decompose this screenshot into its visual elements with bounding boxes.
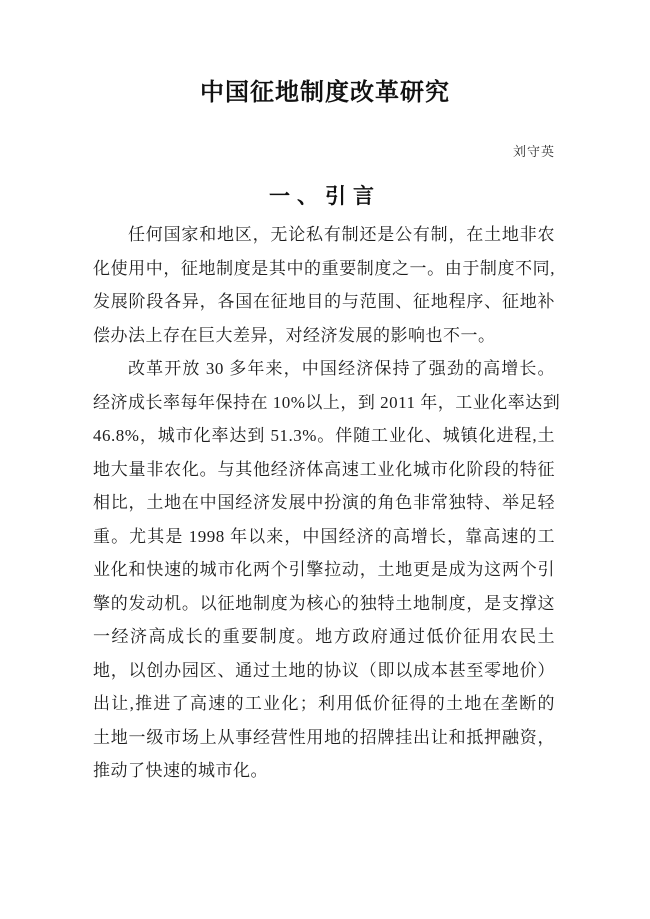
text-line: 任何国家和地区，无论私有制还是公有制，在土地非农 — [128, 225, 555, 244]
text-line: 改革开放 30 多年来，中国经济保持了强劲的高增长。 — [128, 359, 555, 378]
text-line: 地，以创办园区、通过土地的协议（即以成本甚至零地价） — [93, 660, 555, 680]
text-line: 46.8%，城市化率达到 51.3%。伴随工业化、城镇化进程,土 — [93, 426, 555, 445]
paragraph — [93, 218, 555, 352]
document-body — [93, 218, 561, 788]
text-line: 出让,推进了高速的工业化；利用低价征得的土地在垄断的 — [93, 694, 555, 713]
text-line: 相比，土地在中国经济发展中扮演的角色非常独特、举足轻 — [93, 493, 555, 512]
text-line: 化使用中，征地制度是其中的重要制度之一。由于制度不同, — [93, 258, 555, 278]
text-line: 推动了快速的城市化。 — [93, 761, 268, 780]
text-line: 经济成长率每年保持在 10%以上，到 2011 年，工业化率达到 — [93, 392, 561, 412]
text-line: 土地一级市场上从事经营性用地的招牌挂出让和抵押融资， — [93, 727, 555, 747]
text-line: 偿办法上存在巨大差异，对经济发展的影响也不一。 — [93, 325, 496, 345]
text-line: 地大量非农化。与其他经济体高速工业化城市化阶段的特征 — [93, 459, 555, 479]
section-heading: 一、引言 — [269, 185, 381, 208]
paragraph — [93, 352, 561, 788]
text-line: 一经济高成长的重要制度。地方政府通过低价征用农民土 — [93, 627, 555, 646]
text-line: 重。尤其是 1998 年以来，中国经济的高增长，靠高速的工 — [93, 526, 555, 546]
text-line: 业化和快速的城市化两个引擎拉动，土地更是成为这两个引 — [93, 560, 555, 579]
author-name: 刘守英 — [512, 144, 555, 159]
text-line: 擎的发动机。以征地制度为核心的独特土地制度，是支撑这 — [93, 593, 555, 613]
page-title: 中国征地制度改革研究 — [200, 80, 450, 106]
text-line: 发展阶段各异，各国在征地目的与范围、征地程序、征地补 — [93, 292, 555, 311]
